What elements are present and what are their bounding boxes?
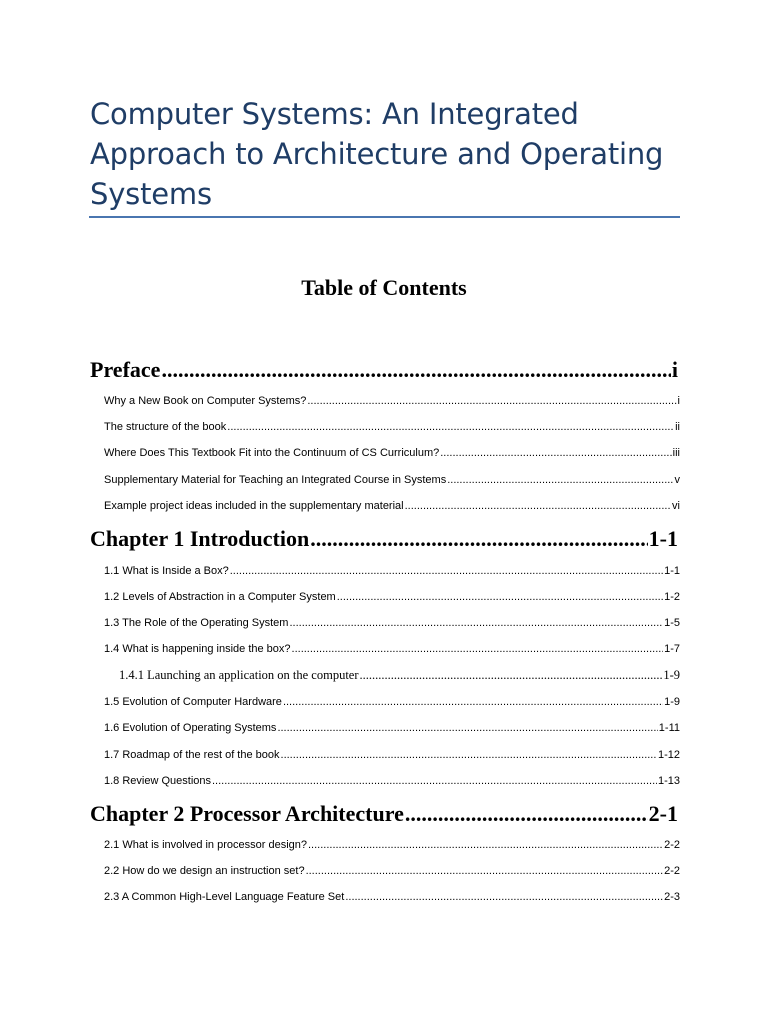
toc-page-number: 1-1 <box>648 526 678 551</box>
toc-entry-label: Chapter 2 Processor Architecture <box>90 801 404 826</box>
toc-entry-label: 1.3 The Role of the Operating System <box>104 617 289 629</box>
dot-leader <box>281 747 657 763</box>
dot-leader <box>345 889 663 905</box>
toc-page-number: 2-1 <box>648 801 678 826</box>
toc-entry[interactable] <box>104 498 680 514</box>
toc-entry-label: 1.7 Roadmap of the rest of the book <box>104 749 280 761</box>
toc-entry[interactable] <box>104 747 680 763</box>
toc-entry-label: Where Does This Textbook Fit into the Continuum of CS Curriculum? <box>104 447 440 459</box>
toc-page-number: i <box>671 357 678 382</box>
toc-entry[interactable] <box>104 589 680 605</box>
toc-entry-label: Supplementary Material for Teaching an Integrated Course in Systems <box>104 474 447 486</box>
dot-leader <box>307 393 676 409</box>
toc-entry[interactable] <box>104 837 680 853</box>
toc-entry-label: 1.5 Evolution of Computer Hardware <box>104 696 282 708</box>
toc-page-number: 1-2 <box>664 591 680 603</box>
toc-page-number: 1-7 <box>664 643 680 655</box>
toc-entry[interactable] <box>104 615 680 631</box>
toc-page-number: i <box>677 395 680 407</box>
dot-leader <box>405 498 671 514</box>
toc-entry-label: 2.2 How do we design an instruction set? <box>104 865 305 877</box>
toc-entry[interactable] <box>104 563 680 579</box>
toc-page-number: iii <box>672 447 680 459</box>
toc-entry[interactable] <box>104 720 680 736</box>
dot-leader <box>283 694 663 710</box>
dot-leader <box>360 667 663 683</box>
toc-page-number: 2-3 <box>664 891 680 903</box>
toc-entry-preface[interactable] <box>90 355 678 385</box>
toc-entry-chapter-1[interactable] <box>90 524 678 554</box>
dot-leader <box>277 720 657 736</box>
toc-page-number: 1-5 <box>664 617 680 629</box>
toc-entry[interactable] <box>104 694 680 710</box>
toc-entry-label: Example project ideas included in the supplementary material <box>104 500 404 512</box>
toc-entry-label: 2.3 A Common High-Level Language Feature Set <box>104 891 345 903</box>
toc-page-number: 1-11 <box>658 722 680 734</box>
toc-entry-label: Why a New Book on Computer Systems? <box>104 395 307 407</box>
toc-page-number: 1-12 <box>657 749 680 761</box>
toc-entry-label: 1.4.1 Launching an application on the computer <box>119 668 359 682</box>
toc-entry-label: 1.6 Evolution of Operating Systems <box>104 722 277 734</box>
dot-leader <box>212 773 657 789</box>
toc-page-number: 1-13 <box>657 775 680 787</box>
dot-leader <box>161 355 670 385</box>
toc-entry-label: Chapter 1 Introduction <box>90 526 310 551</box>
dot-leader <box>440 445 671 461</box>
toc-subentry[interactable] <box>119 667 680 683</box>
toc-entry[interactable] <box>104 889 680 905</box>
toc-entry[interactable] <box>104 773 680 789</box>
dot-leader <box>405 799 648 829</box>
toc-page-number: vi <box>672 500 680 512</box>
toc-page-number: 1-1 <box>664 565 680 577</box>
toc-entry[interactable] <box>104 863 680 879</box>
toc-entry[interactable] <box>104 419 680 435</box>
toc-entry-chapter-2[interactable] <box>90 799 678 829</box>
toc-page-number: 2-2 <box>664 839 680 851</box>
dot-leader <box>227 419 674 435</box>
toc-entry[interactable] <box>104 641 680 657</box>
dot-leader <box>308 837 663 853</box>
toc-page-number: 1-9 <box>664 696 680 708</box>
toc-page-number: ii <box>675 421 680 433</box>
toc-entry-label: Preface <box>90 357 161 382</box>
toc-entry-label: 2.1 What is involved in processor design? <box>104 839 307 851</box>
dot-leader <box>306 863 664 879</box>
toc-page-number: 2-2 <box>664 865 680 877</box>
toc-entry-label: 1.4 What is happening inside the box? <box>104 643 291 655</box>
toc-entry[interactable] <box>104 472 680 488</box>
toc-entry-label: 1.2 Levels of Abstraction in a Computer System <box>104 591 336 603</box>
toc-page-number: 1-9 <box>663 668 680 682</box>
toc-entry-label: The structure of the book <box>104 421 227 433</box>
toc-heading: Table of Contents <box>301 275 467 300</box>
dot-leader <box>230 563 663 579</box>
dot-leader <box>447 472 673 488</box>
document-title: Computer Systems: An Integrated Approach to Architecture and Operating Systems <box>90 97 664 211</box>
toc-entry-label: 1.1 What is Inside a Box? <box>104 565 229 577</box>
dot-leader <box>310 524 647 554</box>
toc-entry[interactable] <box>104 393 680 409</box>
toc-page-number: v <box>674 474 680 486</box>
dot-leader <box>289 615 663 631</box>
toc-entry[interactable] <box>104 445 680 461</box>
dot-leader <box>292 641 664 657</box>
dot-leader <box>337 589 663 605</box>
toc-entry-label: 1.8 Review Questions <box>104 775 211 787</box>
